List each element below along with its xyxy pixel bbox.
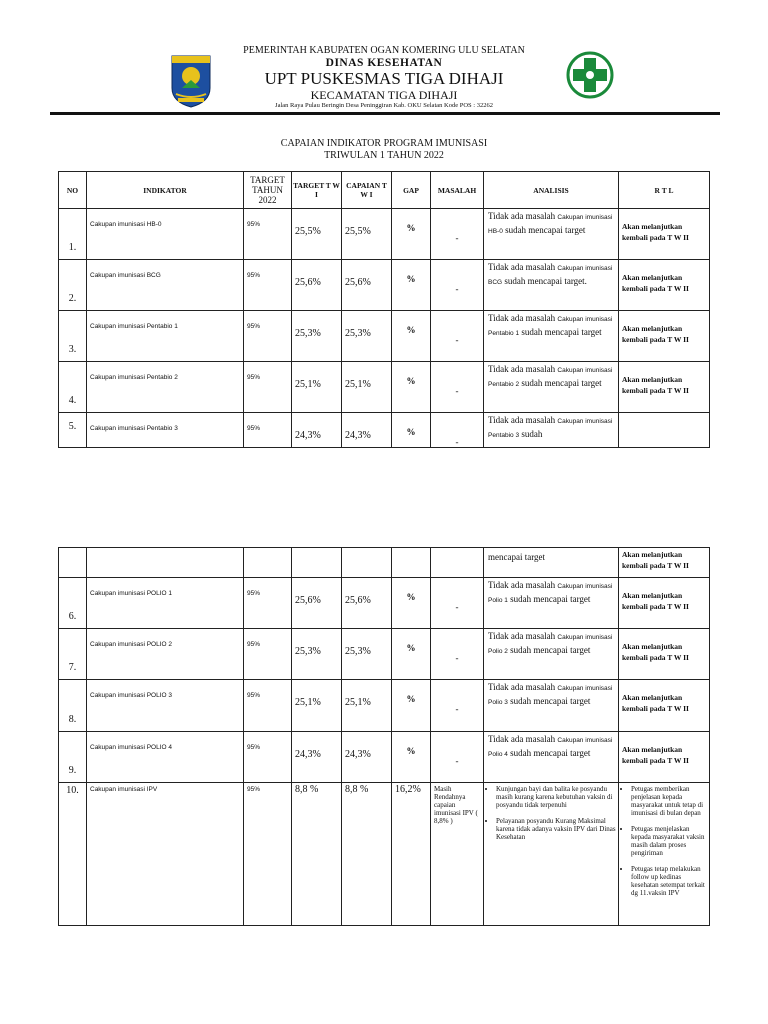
row-masalah: - — [431, 578, 484, 629]
row-capaian-twi: 24,3% — [342, 413, 392, 448]
row-gap: % — [392, 311, 431, 362]
col-target-tahun: TARGET TAHUN 2022 — [244, 172, 292, 209]
row-target-twi: 25,3% — [292, 311, 342, 362]
row-gap: % — [392, 680, 431, 732]
row-capaian-twi: 25,3% — [342, 629, 392, 680]
row-no: 6. — [59, 578, 87, 629]
col-capaian-twi: CAPAIAN T W I — [342, 172, 392, 209]
analysis-indicator: Cakupan imunisasi Pentabio 3 — [488, 418, 613, 439]
analysis-result: sudah — [521, 429, 543, 439]
row-target-tahun: 95% — [244, 578, 292, 629]
row-analisis — [484, 578, 619, 629]
row-target-twi: 25,1% — [292, 362, 342, 413]
table-header-row — [59, 172, 710, 209]
row-masalah: - — [431, 680, 484, 732]
col-gap: GAP — [392, 172, 431, 209]
row-rtl — [619, 413, 710, 448]
analysis-lead: Tidak ada masalah — [488, 262, 556, 272]
analysis-lead: Tidak ada masalah — [488, 631, 556, 641]
table-row — [59, 783, 710, 926]
table-row — [59, 362, 710, 413]
row-target-tahun: 95% — [244, 680, 292, 732]
analysis-lead: Tidak ada masalah — [488, 364, 556, 374]
row-capaian-twi: 25,5% — [342, 209, 392, 260]
row-indikator: Cakupan imunisasi POLIO 3 — [87, 680, 244, 732]
row-capaian-twi: 25,1% — [342, 362, 392, 413]
row-indikator: Cakupan imunisasi POLIO 2 — [87, 629, 244, 680]
row-no: 1. — [59, 209, 87, 260]
row-masalah: - — [431, 413, 484, 448]
row-indikator: Cakupan imunisasi POLIO 1 — [87, 578, 244, 629]
row-rtl: Akan melanjutkan kembali pada T W II — [619, 732, 710, 783]
col-masalah: MASALAH — [431, 172, 484, 209]
row-capaian-twi: 24,3% — [342, 732, 392, 783]
list-item: • Petugas memberikan penjelasan kepada masyarakat untuk tetap di imunisasi di bulan depan — [631, 785, 709, 817]
indicator-table-page1 — [58, 171, 710, 448]
row-target-tahun: 95% — [244, 783, 292, 926]
row-masalah: - — [431, 260, 484, 311]
row-rtl: Akan melanjutkan kembali pada T W II — [619, 680, 710, 732]
analysis-indicator: Cakupan imunisasi Polio 3 — [488, 685, 613, 706]
col-rtl: R T L — [619, 172, 710, 209]
row-masalah: - — [431, 362, 484, 413]
row-target-twi: 8,8 % — [292, 783, 342, 926]
health-cross-logo — [566, 51, 614, 99]
row-analisis — [484, 209, 619, 260]
row-rtl: Akan melanjutkan kembali pada T W II — [619, 311, 710, 362]
table-row — [59, 578, 710, 629]
analysis-indicator: Cakupan imunisasi Polio 1 — [488, 583, 613, 604]
analysis-indicator: Cakupan imunisasi Pentabio 1 — [488, 316, 613, 337]
col-indikator: INDIKATOR — [87, 172, 244, 209]
indicator-table-page2 — [58, 547, 710, 926]
analysis-result: sudah mencapai target — [510, 696, 591, 706]
analysis-indicator: Cakupan imunisasi HB-0 — [488, 214, 613, 235]
row-analisis — [484, 311, 619, 362]
row-target-tahun: 95% — [244, 311, 292, 362]
row-target-tahun: 95% — [244, 209, 292, 260]
table-row — [59, 680, 710, 732]
row-rtl: Akan melanjutkan kembali pada T W II — [619, 362, 710, 413]
row-target-twi: 24,3% — [292, 732, 342, 783]
row-no: 5. — [59, 413, 87, 448]
row-no: 3. — [59, 311, 87, 362]
row-masalah: - — [431, 732, 484, 783]
analysis-result: sudah mencapai target — [510, 594, 591, 604]
table-row — [59, 629, 710, 680]
analysis-lead: Tidak ada masalah — [488, 415, 556, 425]
row-indikator: Cakupan imunisasi IPV — [87, 783, 244, 926]
row-target-twi: 25,6% — [292, 578, 342, 629]
row-gap: % — [392, 578, 431, 629]
row-no: 9. — [59, 732, 87, 783]
col-no: NO — [59, 172, 87, 209]
row-masalah: Masih Rendahnya capaian imunisasi IPV ( 8,8% ) — [431, 783, 484, 926]
analysis-result: sudah mencapai target — [505, 225, 586, 235]
list-item: • Kunjungan bayi dan balita ke posyandu masih kurang karena kebutuhan vaksin di posyandu tidak terpenuhi — [496, 785, 618, 809]
analysis-lead: Tidak ada masalah — [488, 682, 556, 692]
row-indikator: Cakupan imunisasi Pentabio 2 — [87, 362, 244, 413]
row-target-twi: 25,3% — [292, 629, 342, 680]
row-rtl: Akan melanjutkan kembali pada T W II — [619, 260, 710, 311]
analysis-lead: Tidak ada masalah — [488, 734, 556, 744]
analysis-indicator: Cakupan imunisasi Polio 4 — [488, 737, 613, 758]
rtl-continuation: Akan melanjutkan kembali pada T W II — [619, 548, 710, 578]
analysis-indicator: Cakupan imunisasi Polio 2 — [488, 634, 613, 655]
gov-name: PEMERINTAH KABUPATEN OGAN KOMERING ULU SELATAN — [243, 45, 525, 56]
table-row — [59, 413, 710, 448]
row-analisis — [484, 783, 619, 926]
row-analisis — [484, 629, 619, 680]
col-analisis: ANALISIS — [484, 172, 619, 209]
row-target-tahun: 95% — [244, 732, 292, 783]
row-capaian-twi: 25,6% — [342, 260, 392, 311]
analysis-lead: Tidak ada masalah — [488, 580, 556, 590]
analysis-result: sudah mencapai target — [521, 378, 602, 388]
analysis-indicator: Cakupan imunisasi Pentabio 2 — [488, 367, 613, 388]
row-target-tahun: 95% — [244, 260, 292, 311]
row-masalah: - — [431, 629, 484, 680]
row-rtl: Akan melanjutkan kembali pada T W II — [619, 578, 710, 629]
list-item: • Pelayanan posyandu Kurang Maksimal karena tidak adanya vaksin IPV dari Dinas Kesehatan — [496, 817, 618, 841]
row-gap: 16,2% — [392, 783, 431, 926]
row-target-twi: 25,1% — [292, 680, 342, 732]
row-gap: % — [392, 362, 431, 413]
row-indikator: Cakupan imunisasi POLIO 4 — [87, 732, 244, 783]
row-analisis — [484, 260, 619, 311]
row-rtl: Akan melanjutkan kembali pada T W II — [619, 629, 710, 680]
analysis-result: sudah mencapai target — [510, 645, 591, 655]
row-no: 2. — [59, 260, 87, 311]
header-rule — [50, 112, 720, 115]
row-no: 4. — [59, 362, 87, 413]
row-gap: % — [392, 413, 431, 448]
list-item: • Petugas tetap melakukan follow up kedinas kesehatan setempat terkait dg 11.vaksin IPV — [631, 865, 709, 897]
row-capaian-twi: 25,6% — [342, 578, 392, 629]
row-gap: % — [392, 629, 431, 680]
row-analisis — [484, 732, 619, 783]
row-gap: % — [392, 732, 431, 783]
analysis-lead: Tidak ada masalah — [488, 313, 556, 323]
row-indikator: Cakupan imunisasi Pentabio 1 — [87, 311, 244, 362]
district-name: KECAMATAN TIGA DIHAJI — [310, 88, 458, 102]
row-indikator: Cakupan imunisasi HB-0 — [87, 209, 244, 260]
analysis-result: sudah mencapai target — [510, 748, 591, 758]
report-subtitle: TRIWULAN 1 TAHUN 2022 — [324, 150, 444, 161]
list-item: • Petugas menjelaskan kepada masyarakat vaksin masih dalam proses pengiriman — [631, 825, 709, 857]
row-target-twi: 24,3% — [292, 413, 342, 448]
analysis-lead: Tidak ada masalah — [488, 211, 556, 221]
address: Jalan Raya Pulau Beringin Desa Peninggiran Kab. OKU Selatan Kode POS : 32262 — [275, 102, 493, 109]
department-name: DINAS KESEHATAN — [325, 57, 443, 69]
row-capaian-twi: 8,8 % — [342, 783, 392, 926]
row-indikator: Cakupan imunisasi BCG — [87, 260, 244, 311]
table-row — [59, 548, 710, 578]
row-no: 10. — [59, 783, 87, 926]
row-capaian-twi: 25,1% — [342, 680, 392, 732]
table-row — [59, 209, 710, 260]
analysis-result: sudah mencapai target. — [504, 276, 587, 286]
analysis-result: sudah mencapai target — [521, 327, 602, 337]
row-analisis — [484, 413, 619, 448]
row-no: 8. — [59, 680, 87, 732]
analysis-indicator: Cakupan imunisasi BCG — [488, 265, 613, 286]
col-target-twi: TARGET T W I — [292, 172, 342, 209]
row-rtl — [619, 783, 710, 926]
row-target-tahun: 95% — [244, 413, 292, 448]
row-target-twi: 25,6% — [292, 260, 342, 311]
row-masalah: - — [431, 209, 484, 260]
row-rtl: Akan melanjutkan kembali pada T W II — [619, 209, 710, 260]
table-row — [59, 311, 710, 362]
row-gap: % — [392, 260, 431, 311]
row-target-tahun: 95% — [244, 362, 292, 413]
table-row — [59, 260, 710, 311]
report-title: CAPAIAN INDIKATOR PROGRAM IMUNISASI — [280, 138, 488, 149]
row-no: 7. — [59, 629, 87, 680]
row-target-tahun: 95% — [244, 629, 292, 680]
row-target-twi: 25,5% — [292, 209, 342, 260]
row-capaian-twi: 25,3% — [342, 311, 392, 362]
row-indikator: Cakupan imunisasi Pentabio 3 — [87, 413, 244, 448]
row-analisis — [484, 362, 619, 413]
table-row — [59, 732, 710, 783]
row-gap: % — [392, 209, 431, 260]
institution-name: UPT PUSKESMAS TIGA DIHAJI — [264, 69, 504, 88]
analysis-continuation: mencapai target — [484, 548, 619, 578]
row-masalah: - — [431, 311, 484, 362]
row-analisis — [484, 680, 619, 732]
